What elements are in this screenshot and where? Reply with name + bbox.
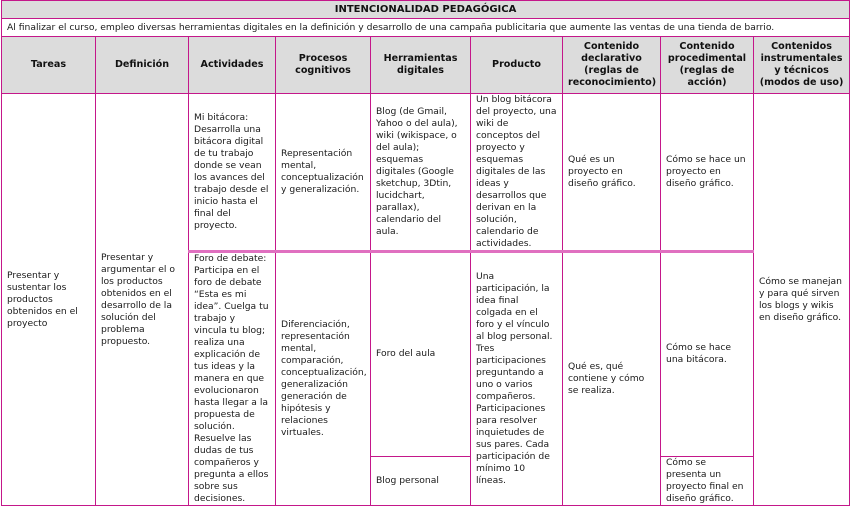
instrumentales-cell: Cómo se manejan y para qué sirven los blogs y wikis en diseño gráfico. (754, 94, 850, 506)
herramientas-cell: Blog (de Gmail, Yahoo o del aula), wiki (wikispace, o del aula); esquemas digitales (Google sketchup, 3Dtin, lucidchart, parallax), calendario del aula. (371, 94, 471, 252)
producto-cell: Un blog bitácora del proyecto, una wiki de conceptos del proyecto y esquemas digitales de las ideas y desarrollos que derivan en la solución, calendario de actividades. (471, 94, 563, 252)
actividad-cell: Foro de debate: Participa en el foro de debate “Esta es mi idea”. Cuelga tu trabajo y vincula tu blog; realiza una explicación de tus ideas y la manera en que evolucionaron hasta llegar a la propuesta de solución. Resuelve las dudas de tus compañeros y pregunta a ellos sobre sus decisiones. (189, 252, 276, 506)
header-herramientas-digitales: Herramientas digitales (371, 37, 471, 94)
actividad-cell: Mi bitácora: Desarrolla una bitácora digital de tu trabajo donde se vean los avances del trabajo desde el inicio hasta el final del proyecto. (189, 94, 276, 252)
header-tareas: Tareas (2, 37, 96, 94)
column-headers (2, 37, 850, 94)
table-row (2, 94, 850, 252)
table-title: INTENCIONALIDAD PEDAGÓGICA (2, 1, 850, 19)
procedimental-cell: Cómo se hace una bitácora. (661, 252, 754, 457)
tarea-cell: Presentar y sustentar los productos obtenidos en el proyecto (2, 94, 96, 506)
herramientas-cell: Foro del aula (371, 252, 471, 457)
header-actividades: Actividades (189, 37, 276, 94)
learning-objective: Al finalizar el curso, empleo diversas herramientas digitales en la definición y desarrollo de una campaña publicitaria que aumente las ventas de una tienda de barrio. (2, 19, 850, 37)
producto-cell: Una participación, la idea final colgada en el foro y el vínculo al blog personal. Tres participaciones preguntando a uno o varios compañeros. Participaciones para resolver inquietudes de sus pares. Cada participación de mínimo 10 líneas. (471, 252, 563, 506)
herramientas-cell: Blog personal (371, 456, 471, 505)
header-definicion: Definición (96, 37, 189, 94)
definicion-cell: Presentar y argumentar el o los productos obtenidos en el desarrollo de la solución del problema propuesto. (96, 94, 189, 506)
header-procesos-cognitivos: Procesos cognitivos (276, 37, 371, 94)
header-producto: Producto (471, 37, 563, 94)
procedimental-cell: Cómo se presenta un proyecto final en diseño gráfico. (661, 456, 754, 505)
procesos-cell: Representación mental, conceptualización y generalización. (276, 94, 371, 252)
header-contenido-procedimental: Contenido procedimental (reglas de acción) (661, 37, 754, 94)
pedagogical-plan-table (1, 0, 850, 506)
header-contenido-declarativo: Contenido declarativo (reglas de reconocimiento) (563, 37, 661, 94)
header-contenidos-instrumentales: Contenidos instrumentales y técnicos (modos de uso) (754, 37, 850, 94)
procesos-cell: Diferenciación, representación mental, comparación, conceptualización, generalización generación de hipótesis y relaciones virtuales. (276, 252, 371, 506)
procedimental-cell: Cómo se hace un proyecto en diseño gráfico. (661, 94, 754, 252)
declarativo-cell: Qué es un proyecto en diseño gráfico. (563, 94, 661, 252)
declarativo-cell: Qué es, qué contiene y cómo se realiza. (563, 252, 661, 506)
